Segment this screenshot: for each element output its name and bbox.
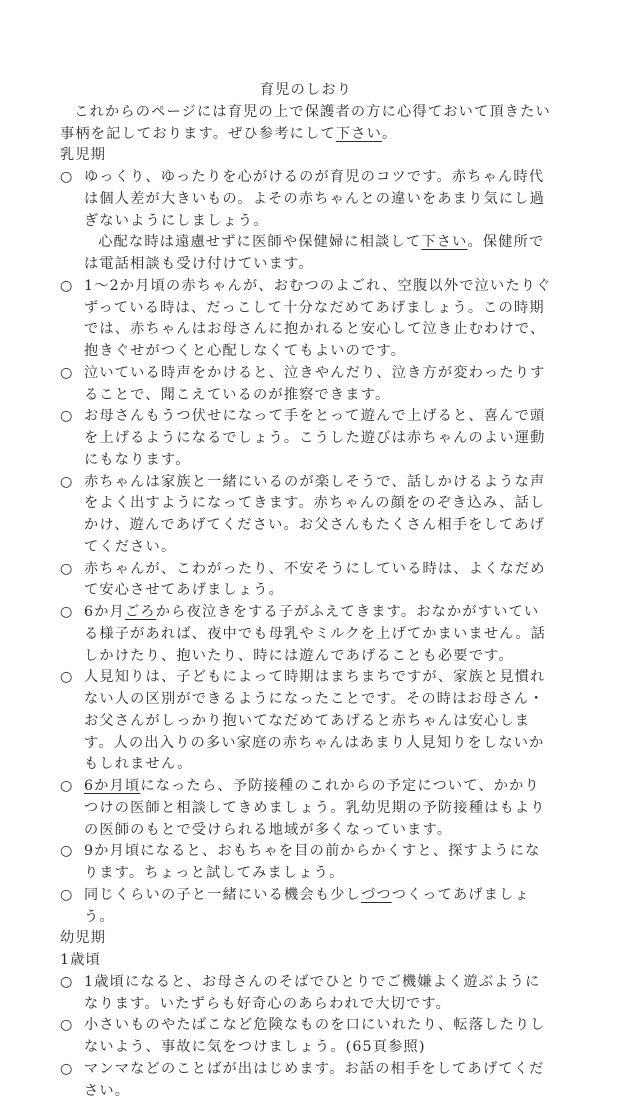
circle-bullet-icon: ○ — [60, 169, 74, 185]
item-text — [84, 602, 552, 667]
list-item — [60, 776, 552, 841]
list-item — [60, 667, 552, 776]
item-text: 小さいものやたばこなど危険なものを口にいれたり、転落したりしないよう、事故に気をつけましょう。(65頁参照) — [84, 1017, 546, 1055]
list-item — [60, 841, 552, 885]
item-text: マンマなどのことばが出はじめます。お話の相手をしてあげてください。 — [84, 1060, 545, 1099]
circle-bullet-icon: ○ — [60, 973, 74, 990]
item-text: 泣いている時声をかけると、泣きやんだり、泣き方が変わったりすることで、聞こえているのが推察できます。 — [84, 364, 546, 403]
list-item — [60, 472, 552, 559]
circle-bullet-icon: ○ — [60, 1060, 74, 1077]
item-text-end: になったら、予防接種のこれからの予定について、かかりつけの医師と相談してきめましょう。乳幼児期の予防接種はもよりの医師のもとで受けられる地域が多くなっています。 — [84, 778, 546, 838]
item-text — [84, 776, 552, 841]
item-text-end: つくってあげましょう。 — [84, 886, 530, 925]
item-text-start: 6か月 — [84, 604, 126, 620]
circle-bullet-icon: ○ — [60, 1017, 74, 1034]
circle-bullet-icon: ○ — [60, 886, 74, 903]
list-item — [60, 972, 552, 1016]
list-item — [60, 602, 552, 667]
list-item — [60, 1059, 552, 1102]
circle-bullet-icon: ○ — [60, 604, 74, 620]
intro-text-end: 。 — [382, 125, 398, 142]
circle-bullet-icon: ○ — [60, 277, 74, 294]
list-item — [60, 406, 552, 471]
list-item — [60, 885, 552, 929]
item-text: ゆっくり、ゆったりを心がけるのが育児のコツです。赤ちゃん時代は個人差が大きいもの。よその赤ちゃんとの違いをあまり気にし過ぎないようにしましょう。 — [84, 169, 546, 229]
underlined-text: 6か月頃 — [84, 778, 141, 794]
list-item — [60, 559, 552, 603]
item-text: 1〜2か月頃の赤ちゃんが、おむつのよごれ、空腹以外で泣いたりぐずっている時は、だっこして十分なだめてあげましょう。この時期では、赤ちゃんはお母さんに抱かれると安心して泣き止むわけで、抱きぐせがつくと心配しなくてもよいのです。 — [84, 277, 552, 359]
circle-bullet-icon: ○ — [60, 669, 74, 686]
item-text-start: 同じくらいの子と一緒にいる機会も少し — [84, 886, 361, 903]
list-item — [60, 1015, 552, 1059]
item-subparagraph — [84, 232, 552, 276]
section-heading-infancy: 乳児期 — [60, 147, 107, 164]
underlined-text: づつ — [360, 886, 392, 903]
list-item — [60, 363, 552, 407]
underlined-text: ごろ — [125, 604, 156, 620]
intro-paragraph — [60, 102, 552, 146]
item-text: 1歳頃になると、お母さんのそばでひとりでご機嫌よく遊ぶようになります。いたずらも好奇心のあらわれで大切です。 — [84, 973, 541, 1012]
item-text-end: から夜泣きをする子がふえてきます。おなかがすいている様子があれば、夜中でも母乳やミルクを上げてかまいません。話しかけたり、抱いたり、時には遊んであげることも必要です。 — [84, 604, 547, 664]
circle-bullet-icon: ○ — [60, 408, 74, 425]
item-text — [84, 885, 552, 929]
subheading-age-1: 1歳頃 — [60, 952, 102, 968]
item-text: お母さんもうつ伏せになって手をとって遊んで上げると、喜んで頭を上げるようになるでしょう。こうした遊びは赤ちゃんのよい運動にもなります。 — [84, 408, 546, 468]
document-page — [60, 80, 552, 1102]
item-text: 9か月頃になると、おもちゃを目の前からかくすと、探すようになります。ちょっと試してみましょう。 — [84, 843, 541, 881]
circle-bullet-icon: ○ — [60, 778, 74, 794]
circle-bullet-icon: ○ — [60, 843, 74, 860]
circle-bullet-icon: ○ — [60, 364, 74, 381]
circle-bullet-icon: ○ — [60, 560, 74, 577]
underlined-text: 下さい — [421, 234, 468, 251]
sub-text-end: 。保健所では電話相談も受け付けています。 — [84, 234, 545, 272]
list-item — [60, 167, 552, 276]
circle-bullet-icon: ○ — [60, 473, 74, 490]
sub-text: 心配な時は遠慮せずに医師や保健婦に相談して — [98, 234, 422, 251]
list-item — [60, 276, 552, 363]
item-text: 赤ちゃんは家族と一緒にいるのが楽しそうで、話しかけるような声をよく出すようになってきます。赤ちゃんの顔をのぞき込み、話しかけ、遊んであげてください。お父さんもたくさん相手をしてあげてください。 — [84, 473, 546, 555]
underlined-text: 下さい — [335, 125, 383, 142]
intro-text: これからのページには育児の上で保護者の方に心得ておいて頂きたい事柄を記しております。ぜひ参考にして — [60, 103, 551, 142]
item-text: 人見知りは、子どもによって時期はまちまちですが、家族と見慣れない人の区別ができるようになったことです。その時はお母さん・お父さんがしっかり抱いてなだめてあげると赤ちゃんは安心します。人の出入りの多い家庭の赤ちゃんはあまり人見知りをしないかもしれません。 — [84, 669, 546, 773]
section-heading-early-childhood: 幼児期 — [60, 930, 107, 947]
document-title: 育児のしおり — [259, 82, 353, 98]
item-text: 赤ちゃんが、こわがったり、不安そうにしている時は、よくなだめて安心させてあげましょう。 — [84, 560, 546, 599]
